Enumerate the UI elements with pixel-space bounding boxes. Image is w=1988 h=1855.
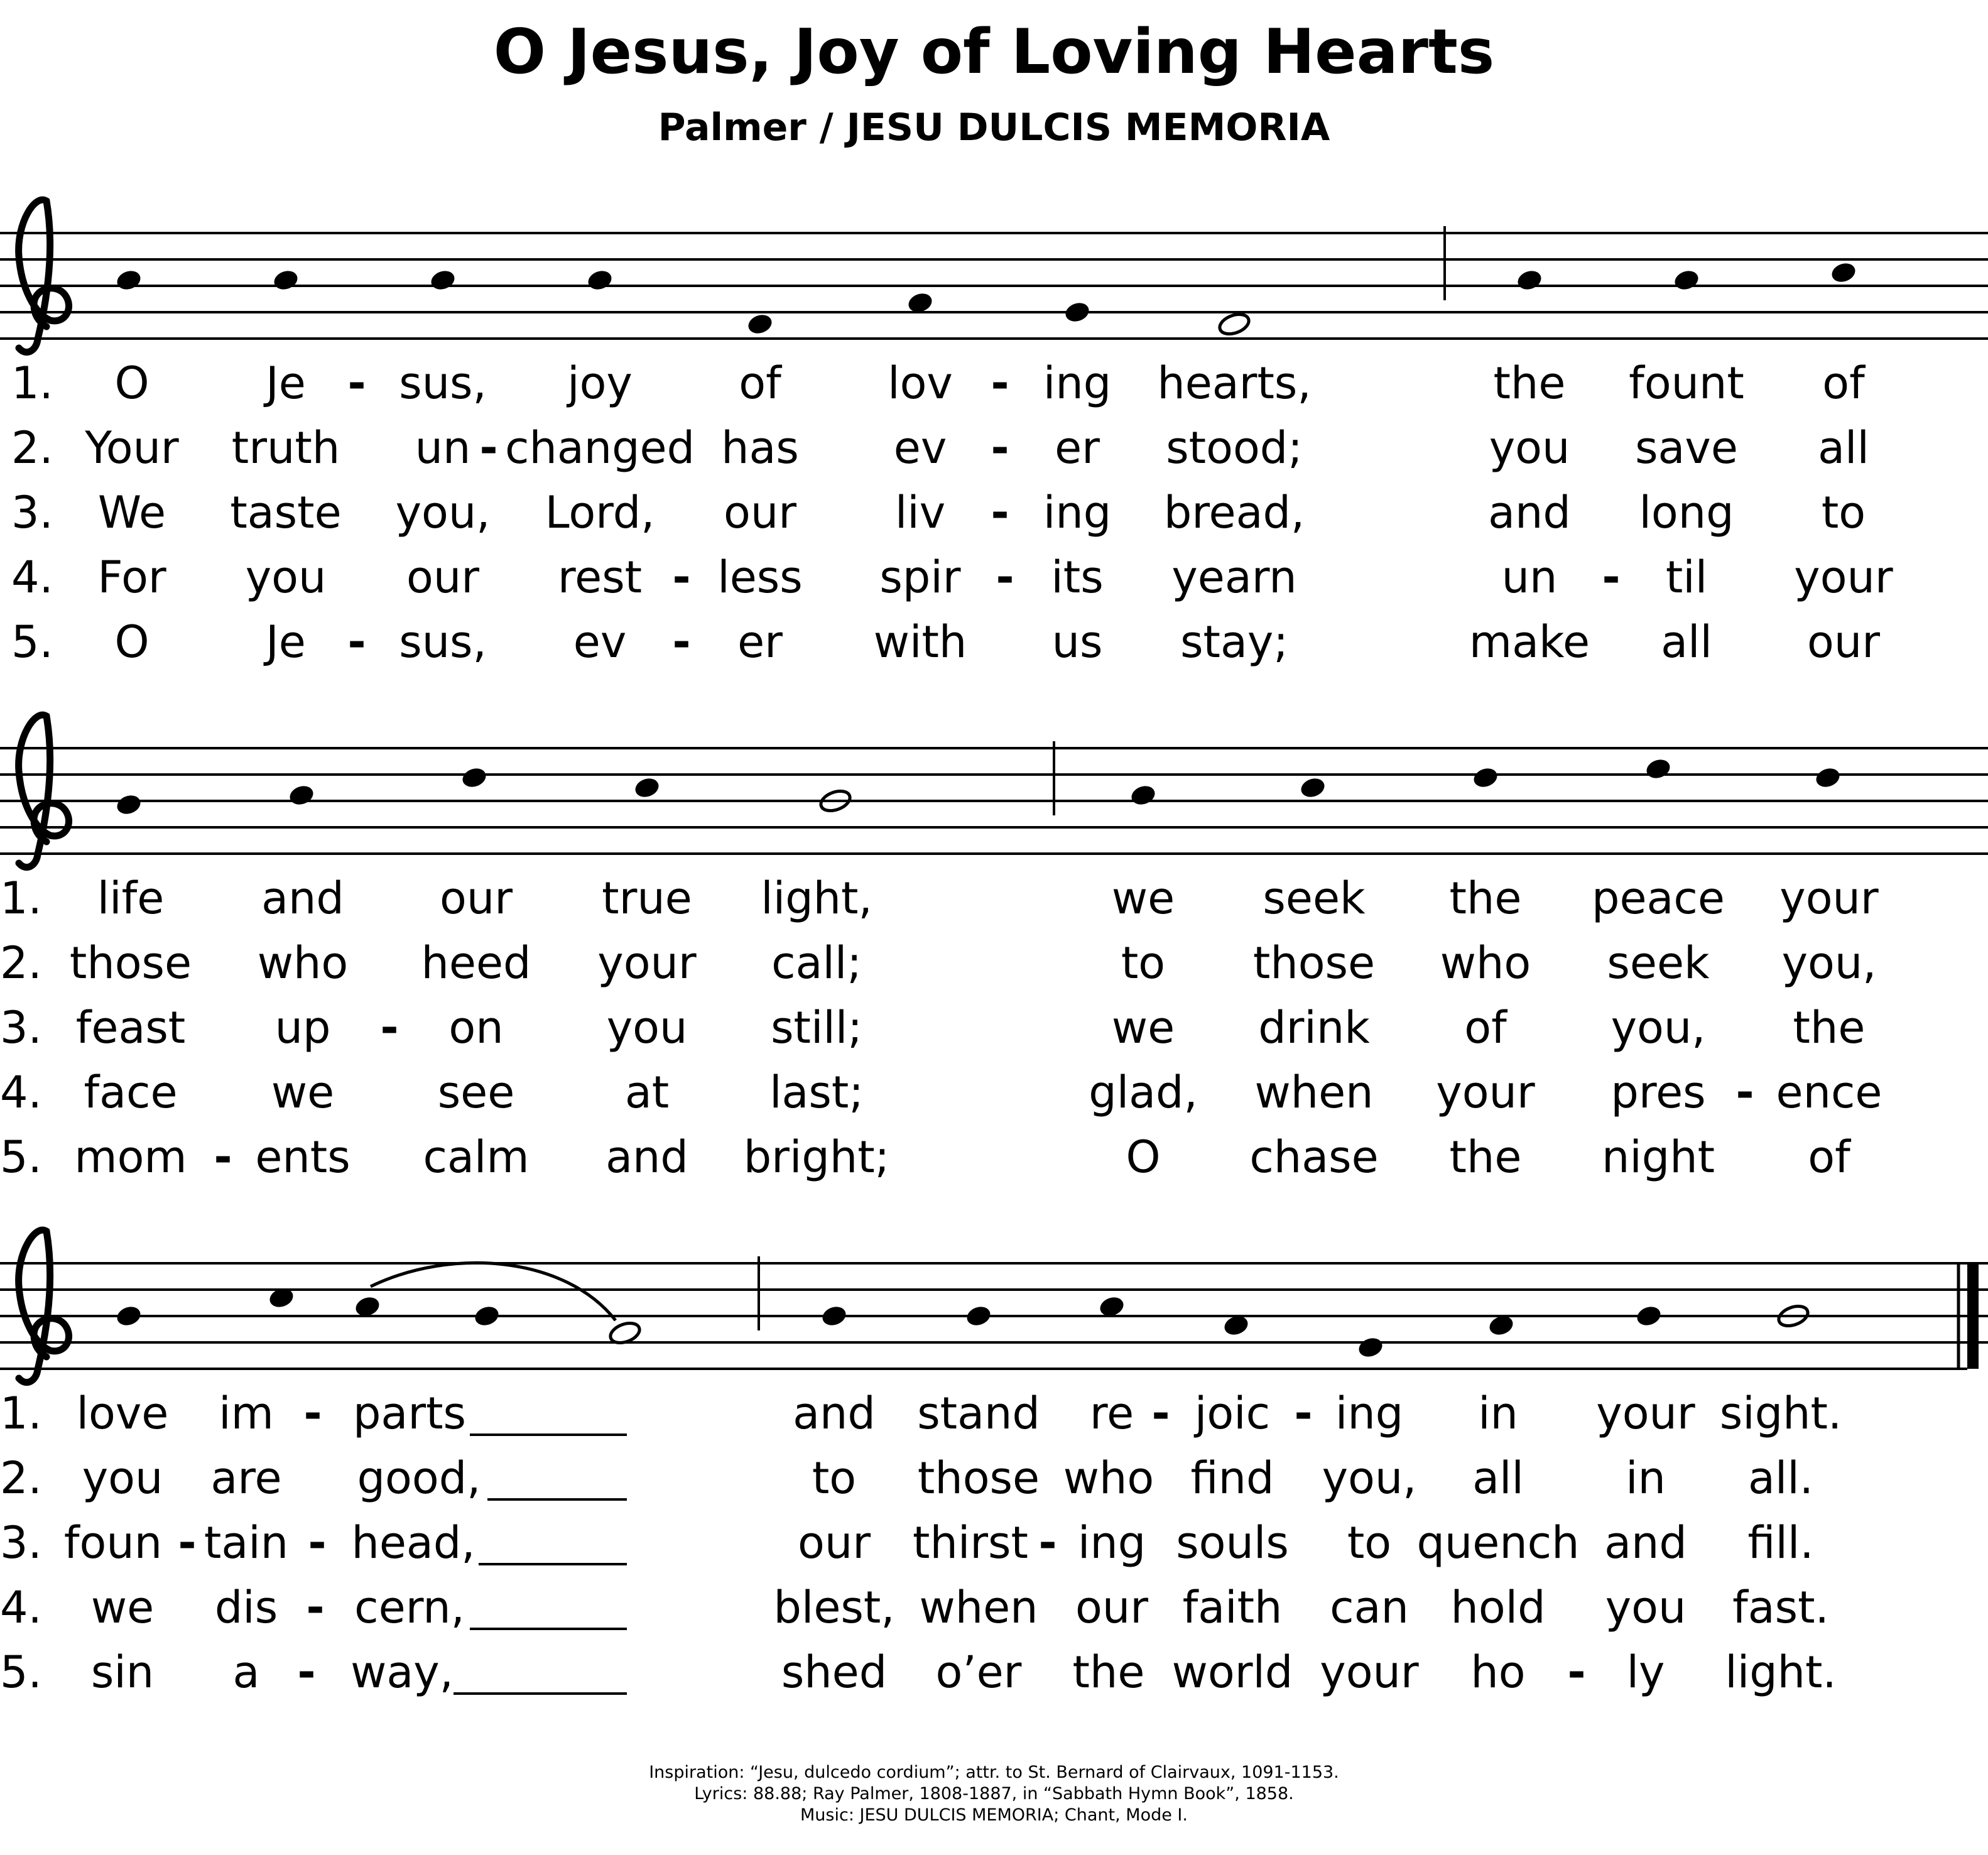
note: [1063, 300, 1091, 324]
lyric-syllable: sus,: [399, 357, 487, 409]
lyric-syllable: chase: [1249, 1131, 1379, 1183]
lyric-syllable: rest: [557, 552, 643, 603]
lyric-syllable: o’er: [935, 1646, 1022, 1698]
lyric-syllable: im: [219, 1388, 274, 1439]
treble-clef-icon: [19, 1230, 69, 1382]
note: [1644, 756, 1672, 781]
lyric-syllable: we: [1111, 1002, 1175, 1053]
lyric-syllable: to: [1347, 1517, 1392, 1569]
lyric-syllable: joy: [567, 357, 633, 409]
lyric-syllable: calm: [423, 1131, 530, 1183]
hyphen: -: [308, 1517, 327, 1569]
lyric-syllable: all: [1472, 1452, 1524, 1504]
lyric-syllable: cern,: [354, 1582, 465, 1633]
verse-number: 5.: [11, 616, 53, 668]
lyric-syllable: in: [1626, 1452, 1666, 1504]
lyric-syllable: all.: [1747, 1452, 1814, 1504]
note: [1356, 1335, 1384, 1359]
lyric-syllable: you: [1605, 1582, 1687, 1633]
hymn-subtitle: Palmer / JESU DULCIS MEMORIA: [658, 106, 1330, 150]
lyric-syllable: hearts,: [1157, 357, 1312, 409]
credits-footer: [0, 1762, 1988, 1826]
hyphen: -: [306, 1582, 325, 1633]
verse-number: 4.: [0, 1582, 42, 1633]
hyphen: -: [1151, 1388, 1170, 1439]
lyric-syllable: ents: [255, 1131, 350, 1183]
lyric-syllable: of: [1822, 357, 1865, 409]
hyphen: -: [991, 487, 1009, 538]
lyric-syllable: blest,: [773, 1582, 895, 1633]
lyric-syllable: sus,: [399, 616, 487, 668]
hyphen: -: [996, 552, 1014, 603]
lyric-syllable: and: [793, 1388, 876, 1439]
lyric-syllable: spir: [879, 552, 961, 603]
lyric-syllable: ly: [1626, 1646, 1665, 1698]
hyphen: -: [479, 422, 498, 474]
lyric-syllable: O: [114, 357, 149, 409]
lyric-syllable: you,: [1610, 1002, 1706, 1053]
lyric-syllable: of: [1808, 1131, 1850, 1183]
lyric-syllable: the: [1449, 1131, 1522, 1183]
lyric-syllable: we: [1111, 873, 1175, 924]
verse-number: 2.: [11, 422, 53, 474]
melisma-line: [470, 1628, 627, 1630]
lyric-syllable: and: [606, 1131, 688, 1183]
lyric-syllable: light.: [1725, 1646, 1837, 1698]
lyric-syllable: life: [97, 873, 165, 924]
lyric-syllable: changed: [504, 422, 695, 474]
lyric-syllable: who: [1440, 937, 1531, 989]
lyric-syllable: ev: [893, 422, 947, 474]
verse-number: 2.: [0, 1452, 42, 1504]
note: [287, 783, 315, 807]
lyric-syllable: with: [873, 616, 967, 668]
treble-clef-icon: [19, 715, 69, 867]
verse-number: 4.: [11, 552, 53, 603]
lyric-syllable: feast: [75, 1002, 186, 1053]
lyric-syllable: O: [1126, 1131, 1161, 1183]
lyric-syllable: tain: [204, 1517, 289, 1569]
lyric-syllable: ence: [1776, 1067, 1882, 1118]
lyric-syllable: sin: [90, 1646, 155, 1698]
lyric-syllable: of: [739, 357, 781, 409]
lyric-syllable: night: [1601, 1131, 1715, 1183]
note: [1129, 783, 1157, 807]
lyric-syllable: on: [448, 1002, 504, 1053]
hyphen: -: [672, 552, 691, 603]
lyric-syllable: our: [724, 487, 796, 538]
melisma-line: [470, 1433, 627, 1436]
lyric-syllable: you,: [1322, 1452, 1417, 1504]
lyric-syllable: stood;: [1166, 422, 1303, 474]
lyric-syllable: good,: [357, 1452, 481, 1504]
verse-number: 3.: [0, 1002, 42, 1053]
lyric-syllable: can: [1330, 1582, 1409, 1633]
lyric-syllable: your: [1320, 1646, 1419, 1698]
note: [472, 1303, 501, 1328]
note: [271, 268, 300, 292]
lyric-syllable: are: [210, 1452, 282, 1504]
lyric-syllable: we: [271, 1067, 335, 1118]
lyric-syllable: er: [1055, 422, 1100, 474]
verse-number: 1.: [0, 1388, 42, 1439]
lyric-syllable: Lord,: [545, 487, 655, 538]
hyphen: -: [1602, 552, 1621, 603]
lyric-syllable: seek: [1607, 937, 1710, 989]
note: [460, 765, 488, 790]
lyric-syllable: shed: [781, 1646, 888, 1698]
lyric-syllable: light,: [761, 873, 872, 924]
lyric-syllable: our: [406, 552, 479, 603]
lyric-syllable: Je: [266, 616, 306, 668]
lyric-syllable: to: [812, 1452, 857, 1504]
final-bar-thick: [1967, 1263, 1979, 1369]
hymn-title: O Jesus, Joy of Loving Hearts: [493, 16, 1495, 88]
lyric-syllable: those: [917, 1452, 1040, 1504]
lyric-syllable: ev: [573, 616, 627, 668]
lyric-syllable: Je: [266, 357, 306, 409]
hyphen: -: [347, 357, 366, 409]
lyric-syllable: drink: [1258, 1002, 1370, 1053]
note: [114, 792, 143, 817]
lyric-syllable: and: [1488, 487, 1571, 538]
hyphen: -: [347, 616, 366, 668]
lyric-syllable: find: [1190, 1452, 1274, 1504]
lyric-syllable: ho: [1470, 1646, 1526, 1698]
lyrics-system-3: [0, 1382, 1988, 1709]
lyric-syllable: has: [721, 422, 799, 474]
lyric-syllable: fast.: [1732, 1582, 1829, 1633]
lyric-syllable: ing: [1335, 1388, 1404, 1439]
lyric-syllable: yearn: [1171, 552, 1297, 603]
credit-lyrics: Lyrics: 88.88; Ray Palmer, 1808-1887, in “Sabbath Hymn Book”, 1858.: [694, 1784, 1294, 1803]
lyric-syllable: the: [1793, 1002, 1866, 1053]
melisma-line: [454, 1692, 627, 1695]
music-staff-1: [0, 188, 1988, 352]
lyric-syllable: who: [257, 937, 349, 989]
verse-number: 3.: [0, 1517, 42, 1569]
verse-number: 3.: [11, 487, 53, 538]
lyric-syllable: save: [1635, 422, 1738, 474]
note: [1515, 268, 1543, 292]
lyric-syllable: joic: [1194, 1388, 1271, 1439]
lyric-syllable: fount: [1629, 357, 1744, 409]
note: [1634, 1303, 1663, 1328]
lyric-syllable: long: [1639, 487, 1734, 538]
lyric-syllable: and: [261, 873, 344, 924]
verse-number: 5.: [0, 1646, 42, 1698]
lyric-syllable: Your: [85, 422, 179, 474]
hyphen: -: [672, 616, 691, 668]
lyric-syllable: the: [1493, 357, 1566, 409]
lyric-syllable: you: [82, 1452, 163, 1504]
lyric-syllable: in: [1478, 1388, 1518, 1439]
note: [1471, 765, 1499, 790]
lyric-syllable: and: [1604, 1517, 1687, 1569]
lyric-syllable: souls: [1176, 1517, 1289, 1569]
note: [114, 268, 143, 292]
hyphen: -: [303, 1388, 322, 1439]
lyric-syllable: faith: [1182, 1582, 1283, 1633]
lyric-syllable: at: [624, 1067, 670, 1118]
music-staff-2: [0, 704, 1988, 867]
note: [1813, 765, 1842, 790]
lyric-syllable: those: [69, 937, 192, 989]
verse-number: 1.: [0, 873, 42, 924]
lyric-syllable: when: [919, 1582, 1038, 1633]
lyric-syllable: ing: [1043, 487, 1112, 538]
lyric-syllable: thirst: [913, 1517, 1028, 1569]
lyric-syllable: you: [1489, 422, 1570, 474]
lyric-syllable: sight.: [1719, 1388, 1842, 1439]
lyric-syllable: liv: [894, 487, 946, 538]
hyphen: -: [1567, 1646, 1586, 1698]
lyric-syllable: peace: [1592, 873, 1725, 924]
lyrics-system-1: [0, 352, 1988, 678]
hyphen: -: [214, 1131, 232, 1183]
note: [820, 1303, 848, 1328]
note: [585, 268, 614, 292]
lyric-syllable: you,: [1781, 937, 1877, 989]
credit-inspiration: Inspiration: “Jesu, dulcedo cordium”; attr. to St. Bernard of Clairvaux, 1091-1153.: [649, 1763, 1339, 1782]
lyric-syllable: mom: [74, 1131, 187, 1183]
note: [964, 1303, 992, 1328]
lyrics-system-2: [0, 867, 1988, 1194]
lyric-syllable: all: [1818, 422, 1869, 474]
lyric-syllable: you,: [395, 487, 491, 538]
lyric-syllable: fill.: [1747, 1517, 1814, 1569]
hyphen: -: [380, 1002, 399, 1053]
note: [1298, 775, 1327, 800]
hyphen: -: [1735, 1067, 1754, 1118]
lyric-syllable: O: [114, 616, 149, 668]
lyric-syllable: see: [437, 1067, 515, 1118]
half-note: [1217, 311, 1252, 338]
lyric-syllable: our: [1807, 616, 1880, 668]
lyric-syllable: lov: [888, 357, 953, 409]
lyric-syllable: stay;: [1180, 616, 1288, 668]
note: [1829, 260, 1857, 285]
lyric-syllable: our: [440, 873, 513, 924]
hyphen: -: [178, 1517, 197, 1569]
lyric-syllable: taste: [230, 487, 342, 538]
lyric-syllable: For: [97, 552, 166, 603]
lyric-syllable: you: [245, 552, 327, 603]
lyric-syllable: your: [1794, 552, 1893, 603]
lyric-syllable: seek: [1263, 873, 1366, 924]
lyric-syllable: up: [274, 1002, 331, 1053]
lyric-syllable: the: [1449, 873, 1522, 924]
hyphen: -: [297, 1646, 316, 1698]
lyric-syllable: face: [84, 1067, 178, 1118]
lyric-syllable: make: [1469, 616, 1590, 668]
lyric-syllable: true: [602, 873, 692, 924]
lyric-syllable: your: [1596, 1388, 1695, 1439]
lyric-syllable: stand: [917, 1388, 1040, 1439]
verse-number: 2.: [0, 937, 42, 989]
treble-clef-icon: [19, 200, 69, 352]
lyric-syllable: un: [415, 422, 471, 474]
lyric-syllable: us: [1051, 616, 1103, 668]
note: [1672, 268, 1700, 292]
lyric-syllable: our: [798, 1517, 871, 1569]
lyric-syllable: glad,: [1089, 1067, 1198, 1118]
lyric-syllable: your: [1436, 1067, 1535, 1118]
lyric-syllable: to: [1121, 937, 1166, 989]
lyric-syllable: er: [737, 616, 783, 668]
lyric-syllable: foun: [63, 1517, 163, 1569]
lyric-syllable: our: [1075, 1582, 1148, 1633]
lyric-syllable: those: [1252, 937, 1376, 989]
hyphen: -: [1038, 1517, 1057, 1569]
lyric-syllable: head,: [351, 1517, 475, 1569]
melisma-line: [479, 1563, 627, 1565]
lyric-syllable: love: [76, 1388, 169, 1439]
lyric-syllable: dis: [214, 1582, 278, 1633]
lyric-syllable: re: [1089, 1388, 1134, 1439]
hyphen: -: [991, 422, 1009, 474]
hyphen: -: [1294, 1388, 1313, 1439]
note: [428, 268, 457, 292]
note: [114, 1303, 143, 1328]
credit-music: Music: JESU DULCIS MEMORIA; Chant, Mode I.: [800, 1805, 1188, 1825]
lyric-syllable: heed: [421, 937, 531, 989]
lyric-syllable: bright;: [743, 1131, 890, 1183]
lyric-syllable: We: [97, 487, 166, 538]
lyric-syllable: we: [90, 1582, 155, 1633]
lyric-syllable: parts: [352, 1388, 467, 1439]
lyric-syllable: last;: [769, 1067, 864, 1118]
lyric-syllable: of: [1464, 1002, 1507, 1053]
lyric-syllable: when: [1254, 1067, 1374, 1118]
note: [633, 775, 661, 800]
lyric-syllable: quench: [1416, 1517, 1580, 1569]
verse-number: 5.: [0, 1131, 42, 1183]
lyric-syllable: ing: [1043, 357, 1112, 409]
lyric-syllable: your: [1779, 873, 1879, 924]
lyric-syllable: un: [1501, 552, 1558, 603]
lyric-syllable: til: [1665, 552, 1708, 603]
hyphen: -: [991, 357, 1009, 409]
lyric-syllable: a: [232, 1646, 260, 1698]
lyric-syllable: pres: [1610, 1067, 1706, 1118]
lyric-syllable: call;: [771, 937, 862, 989]
lyric-syllable: truth: [231, 422, 340, 474]
music-staff-3: [0, 1219, 1988, 1382]
lyric-syllable: ing: [1077, 1517, 1146, 1569]
melisma-line: [487, 1498, 627, 1501]
lyric-syllable: hold: [1450, 1582, 1546, 1633]
lyric-syllable: your: [597, 937, 697, 989]
lyric-syllable: who: [1063, 1452, 1154, 1504]
lyric-syllable: you: [606, 1002, 688, 1053]
lyric-syllable: the: [1072, 1646, 1145, 1698]
lyric-syllable: less: [717, 552, 803, 603]
lyric-syllable: all: [1661, 616, 1712, 668]
verse-number: 4.: [0, 1067, 42, 1118]
lyric-syllable: its: [1051, 552, 1104, 603]
lyric-syllable: bread,: [1163, 487, 1305, 538]
note: [746, 312, 774, 336]
lyric-syllable: way,: [350, 1646, 454, 1698]
verse-number: 1.: [11, 357, 53, 409]
lyric-syllable: world: [1171, 1646, 1293, 1698]
lyric-syllable: still;: [771, 1002, 862, 1053]
lyric-syllable: to: [1821, 487, 1866, 538]
